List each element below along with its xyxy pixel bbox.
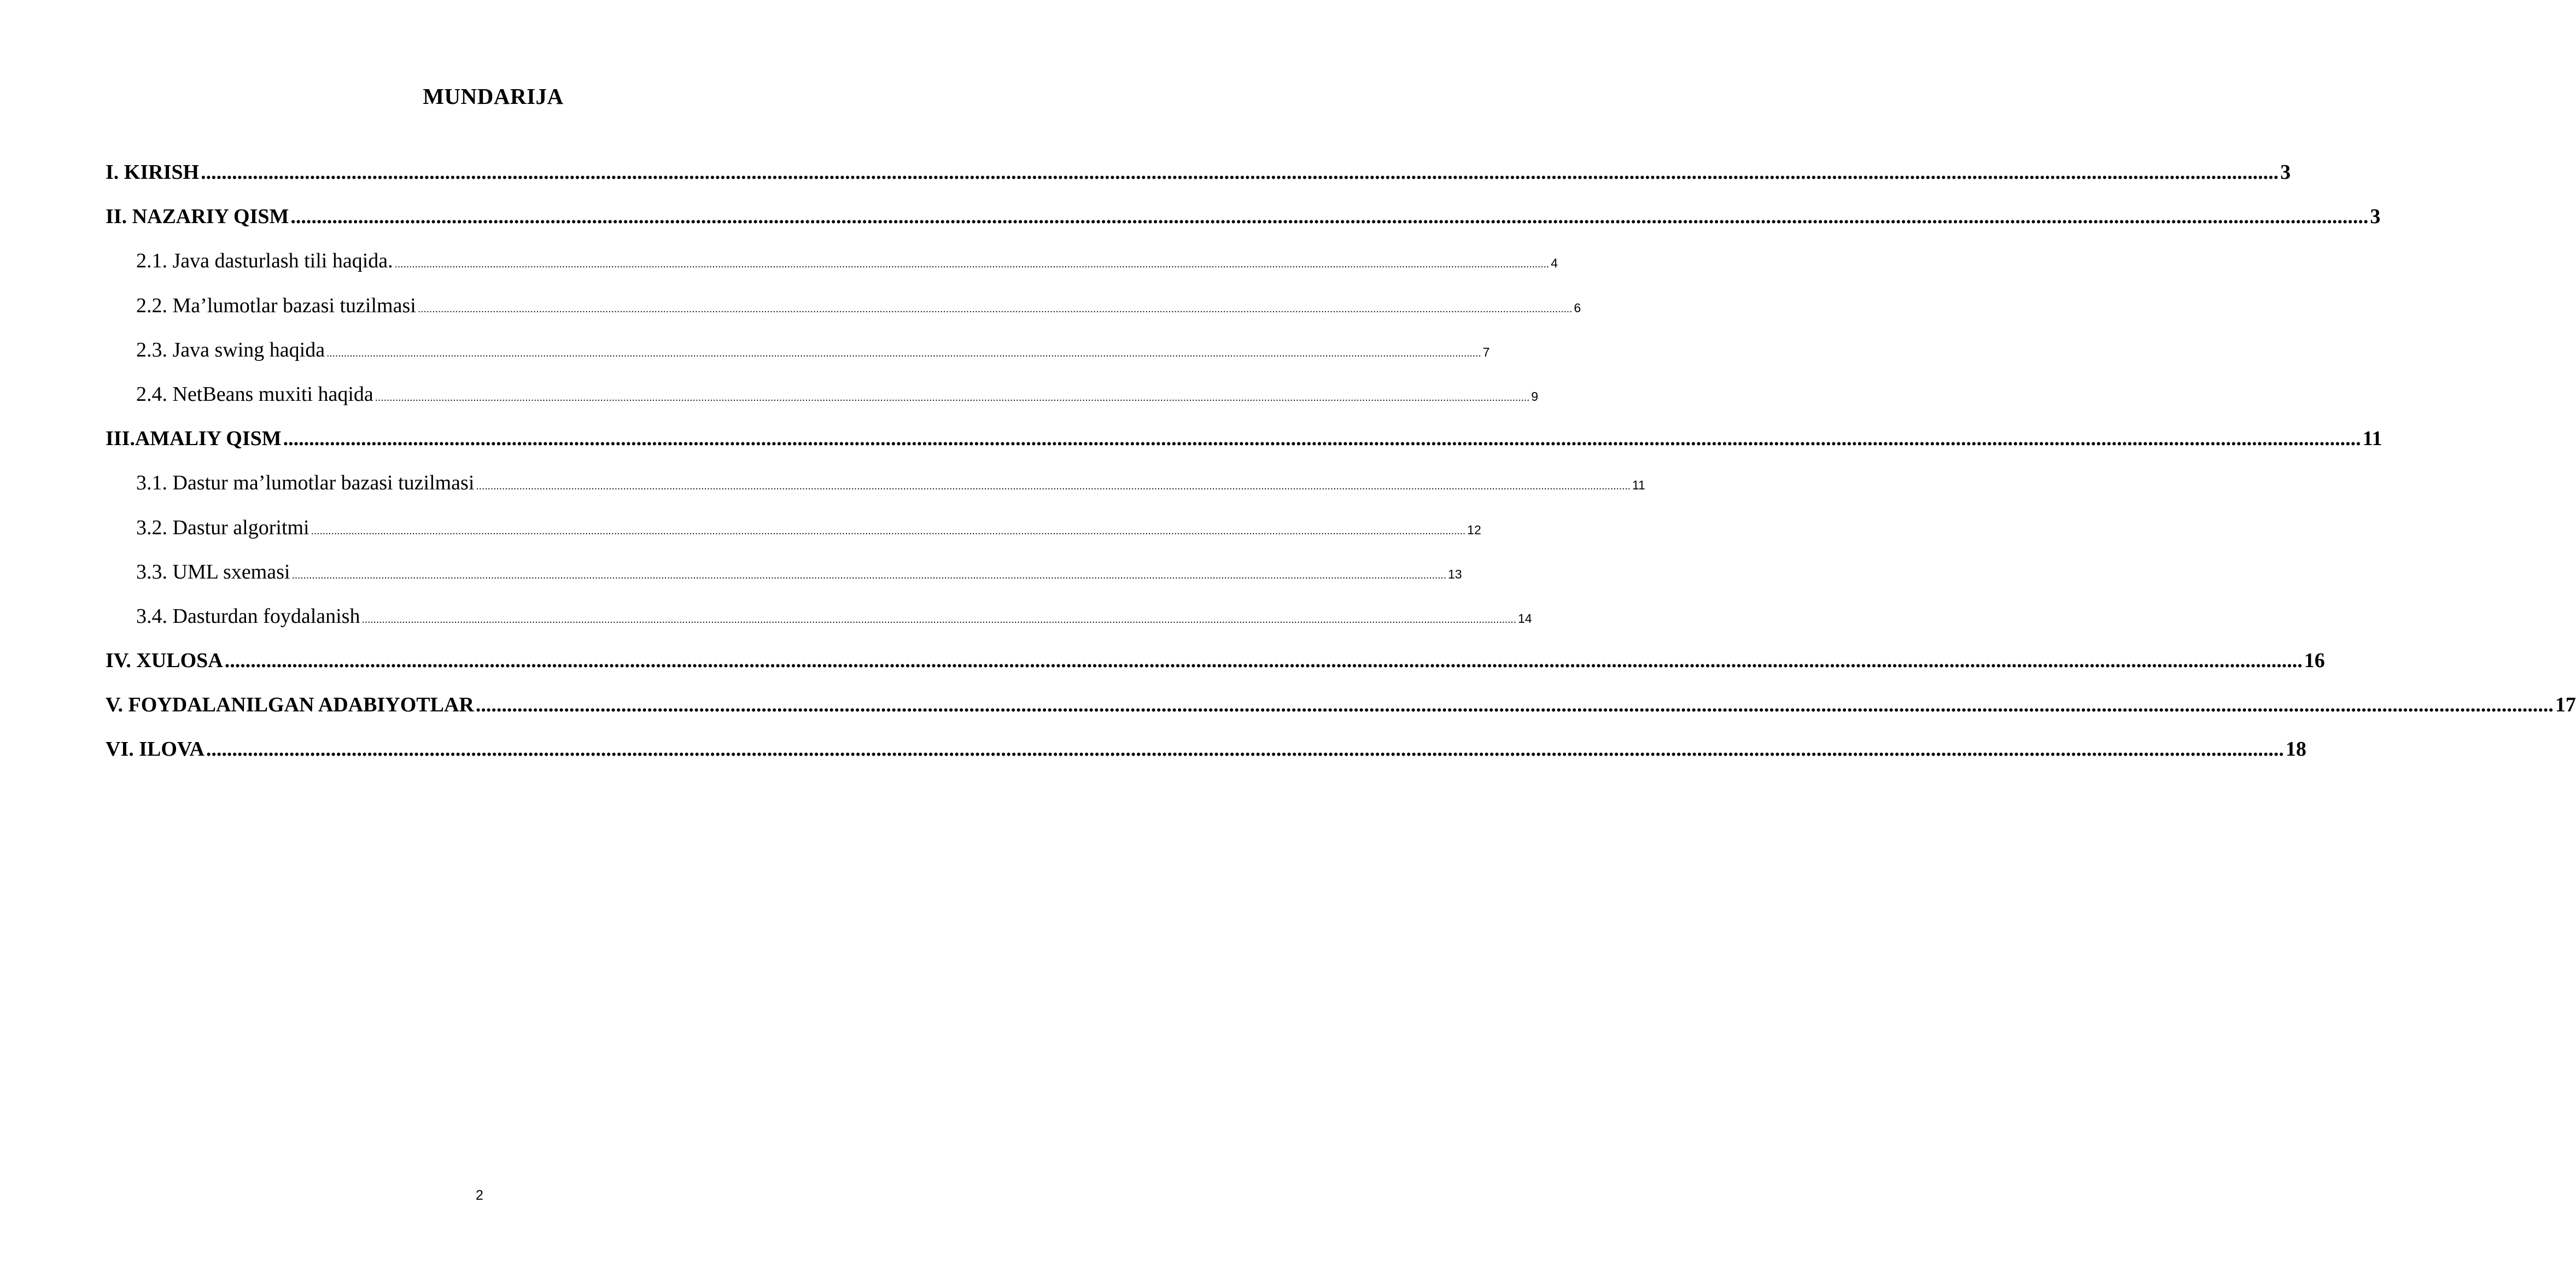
page-title: MUNDARIJA <box>423 84 564 109</box>
toc-subentry[interactable] <box>106 560 1462 604</box>
toc-subentry[interactable] <box>106 604 1532 649</box>
toc-entry-label: V. FOYDALANILGAN ADABIYOTLAR <box>106 693 474 717</box>
toc-subentry[interactable] <box>106 294 1581 338</box>
toc-entry-page: 14 <box>1518 611 1532 626</box>
toc-dot-leader: ................................................................................................................................................................................................................................................................................................................................................................................................................ <box>290 205 2369 229</box>
toc-entry-page: 6 <box>1574 300 1581 315</box>
toc-subentry[interactable] <box>106 471 1645 515</box>
toc-entry-label: II. NAZARIY QISM <box>106 205 289 229</box>
toc-entry[interactable] <box>106 160 2291 205</box>
toc-entry-label: 3.3. UML sxemasi <box>136 560 290 583</box>
toc-dot-leader: ................................................................................................................................................................................................................................................................................................................................................................................................................ <box>476 481 1631 493</box>
toc-entry-label: 2.2. Ma’lumotlar bazasi tuzilmasi <box>136 294 416 317</box>
toc-dot-leader: ................................................................................................................................................................................................................................................................................................................................................................................................................ <box>224 649 2303 673</box>
toc-subentry[interactable] <box>106 382 1539 427</box>
toc-entry-page: 17 <box>2555 693 2576 717</box>
toc-entry[interactable] <box>106 205 2381 249</box>
toc-entry-page: 13 <box>1448 567 1462 581</box>
toc-entry[interactable] <box>106 649 2325 693</box>
toc-dot-leader: ................................................................................................................................................................................................................................................................................................................................................................................................................ <box>475 693 2554 717</box>
toc-dot-leader: ................................................................................................................................................................................................................................................................................................................................................................................................................ <box>291 569 1446 581</box>
toc-dot-leader: ................................................................................................................................................................................................................................................................................................................................................................................................................ <box>417 303 1573 315</box>
toc-entry-label: IV. XULOSA <box>106 649 223 673</box>
toc-entry-page: 11 <box>1632 478 1645 493</box>
toc-entry-label: 3.4. Dasturdan foydalanish <box>136 604 360 628</box>
toc-subentry[interactable] <box>106 516 1481 560</box>
toc-entry-page: 3 <box>2370 205 2381 229</box>
toc-entry-page: 12 <box>1467 522 1481 537</box>
toc-entry-label: 3.2. Dastur algoritmi <box>136 516 309 539</box>
toc-subentry[interactable] <box>106 249 1558 293</box>
toc-dot-leader: ................................................................................................................................................................................................................................................................................................................................................................................................................ <box>375 392 1530 404</box>
toc-dot-leader: ................................................................................................................................................................................................................................................................................................................................................................................................................ <box>394 259 1550 271</box>
toc-entry-label: 2.3. Java swing haqida <box>136 338 325 361</box>
toc-entry-label: III.AMALIY QISM <box>106 427 282 451</box>
toc-dot-leader: ................................................................................................................................................................................................................................................................................................................................................................................................................ <box>326 347 1481 359</box>
toc-entry-label: VI. ILOVA <box>106 738 205 761</box>
toc-dot-leader: ................................................................................................................................................................................................................................................................................................................................................................................................................ <box>361 614 1516 626</box>
toc-entry-label: 2.1. Java dasturlash tili haqida. <box>136 249 393 273</box>
toc-entry[interactable] <box>106 737 2306 781</box>
toc-entry-page: 3 <box>2280 161 2291 184</box>
toc-entry-label: 2.4. NetBeans muxiti haqida <box>136 382 373 406</box>
toc-dot-leader: ................................................................................................................................................................................................................................................................................................................................................................................................................ <box>283 427 2361 451</box>
toc-entry-page: 18 <box>2285 738 2306 761</box>
toc-entry-page: 11 <box>2362 427 2382 451</box>
toc-entry[interactable] <box>106 427 2382 471</box>
page-number: 2 <box>476 1188 483 1203</box>
toc-entry[interactable] <box>106 693 2576 737</box>
toc-entry-page: 16 <box>2304 649 2325 673</box>
toc-dot-leader: ................................................................................................................................................................................................................................................................................................................................................................................................................ <box>311 525 1466 537</box>
toc-dot-leader: ................................................................................................................................................................................................................................................................................................................................................................................................................ <box>206 738 2284 761</box>
toc-entry-page: 9 <box>1531 389 1539 404</box>
toc-dot-leader: ................................................................................................................................................................................................................................................................................................................................................................................................................ <box>201 161 2279 184</box>
toc-entry-page: 7 <box>1482 344 1490 359</box>
toc-entry-label: 3.1. Dastur ma’lumotlar bazasi tuzilmasi <box>136 471 475 495</box>
toc-entry-label: I. KIRISH <box>106 161 200 184</box>
table-of-contents <box>106 160 2576 782</box>
toc-entry-page: 4 <box>1551 256 1558 271</box>
toc-subentry[interactable] <box>106 338 1490 382</box>
